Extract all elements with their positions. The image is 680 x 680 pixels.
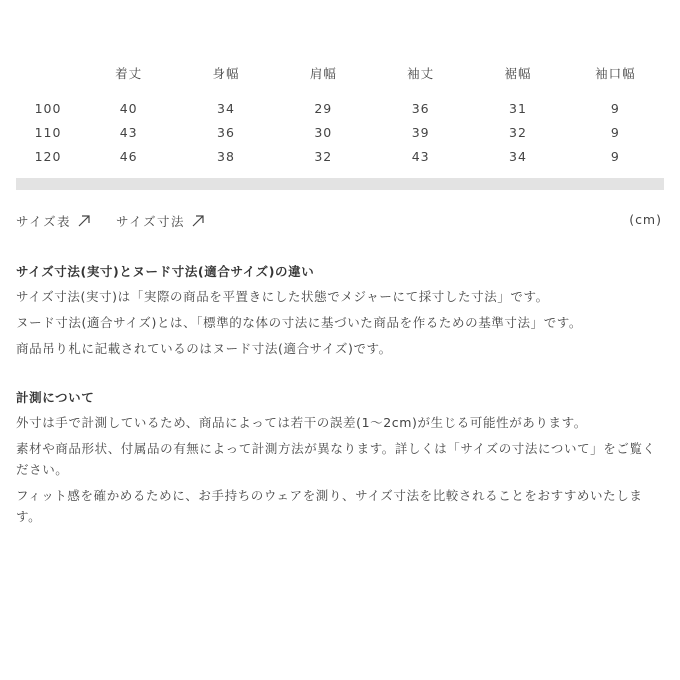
table-cell: 9 (610, 124, 620, 140)
table-cell: 30 (314, 124, 333, 140)
table-cell: 39 (411, 124, 430, 140)
table-cell: 31 (509, 100, 527, 116)
size-difference-section (16, 262, 666, 364)
table-cell: 43 (119, 124, 138, 140)
size-links-row (16, 212, 664, 232)
table-row (16, 96, 664, 120)
table-cell: 32 (314, 148, 333, 164)
table-header-cell (16, 60, 80, 86)
table-cell: 9 (610, 148, 620, 164)
table-cell: 46 (119, 148, 138, 164)
table-cell: 36 (411, 100, 430, 116)
size-chart-link[interactable] (16, 212, 91, 230)
table-cell: 36 (217, 124, 235, 140)
section-title: 計測について (16, 390, 95, 405)
table-row (16, 120, 664, 144)
table-cell: 32 (509, 124, 527, 140)
paragraph: フィット感を確かめるために、お手持ちのウェアを測り、サイズ寸法を比較されることをおすすめいたします。 (16, 488, 643, 524)
unit-label: (cm) (629, 212, 662, 227)
table-header-cell: 袖口幅 (595, 66, 636, 81)
table-cell: 38 (217, 148, 235, 164)
paragraph: サイズ寸法(実寸)は「実際の商品を平置きにした状態でメジャーにて採寸した寸法」です。 (16, 289, 549, 304)
table-cell: 34 (509, 148, 527, 164)
table-spacer (16, 86, 664, 96)
table-cell: 34 (217, 100, 235, 116)
paragraph: 商品吊り札に記載されているのはヌード寸法(適合サイズ)です。 (16, 341, 392, 356)
table-row (16, 144, 664, 168)
table-cell: 110 (34, 124, 62, 140)
table-cell: 120 (34, 148, 62, 164)
paragraph: 外寸は手で計測しているため、商品によっては若干の誤差(1〜2cm)が生じる可能性があります。 (16, 415, 587, 430)
arrow-up-right-icon (191, 214, 205, 228)
table-cell: 9 (610, 100, 620, 116)
table-cell: 43 (411, 148, 430, 164)
table-cell: 29 (314, 100, 333, 116)
size-measure-link[interactable] (116, 212, 205, 230)
table-header-cell: 裾幅 (504, 66, 532, 81)
paragraph: 素材や商品形状、付属品の有無によって計測方法が異なります。詳しくは「サイズの寸法について」をご覧ください。 (16, 441, 656, 477)
table-cell: 40 (119, 100, 138, 116)
table-header-cell: 着丈 (115, 66, 143, 81)
size-chart-link-label: サイズ表 (16, 214, 72, 229)
table-cell: 100 (34, 100, 62, 116)
table-header-cell: 肩幅 (309, 66, 337, 81)
table-header-cell: 身幅 (212, 66, 240, 81)
measurement-section (16, 388, 666, 532)
table-header-row (16, 60, 664, 86)
size-measure-link-label: サイズ寸法 (116, 214, 186, 229)
paragraph: ヌード寸法(適合サイズ)とは、「標準的な体の寸法に基づいた商品を作るための基準寸法」です。 (16, 315, 583, 330)
table-header-cell: 袖丈 (407, 66, 435, 81)
section-title: サイズ寸法(実寸)とヌード寸法(適合サイズ)の違い (16, 264, 315, 279)
arrow-up-right-icon (77, 214, 91, 228)
horizontal-scrollbar[interactable] (16, 178, 664, 190)
size-table (16, 60, 664, 168)
